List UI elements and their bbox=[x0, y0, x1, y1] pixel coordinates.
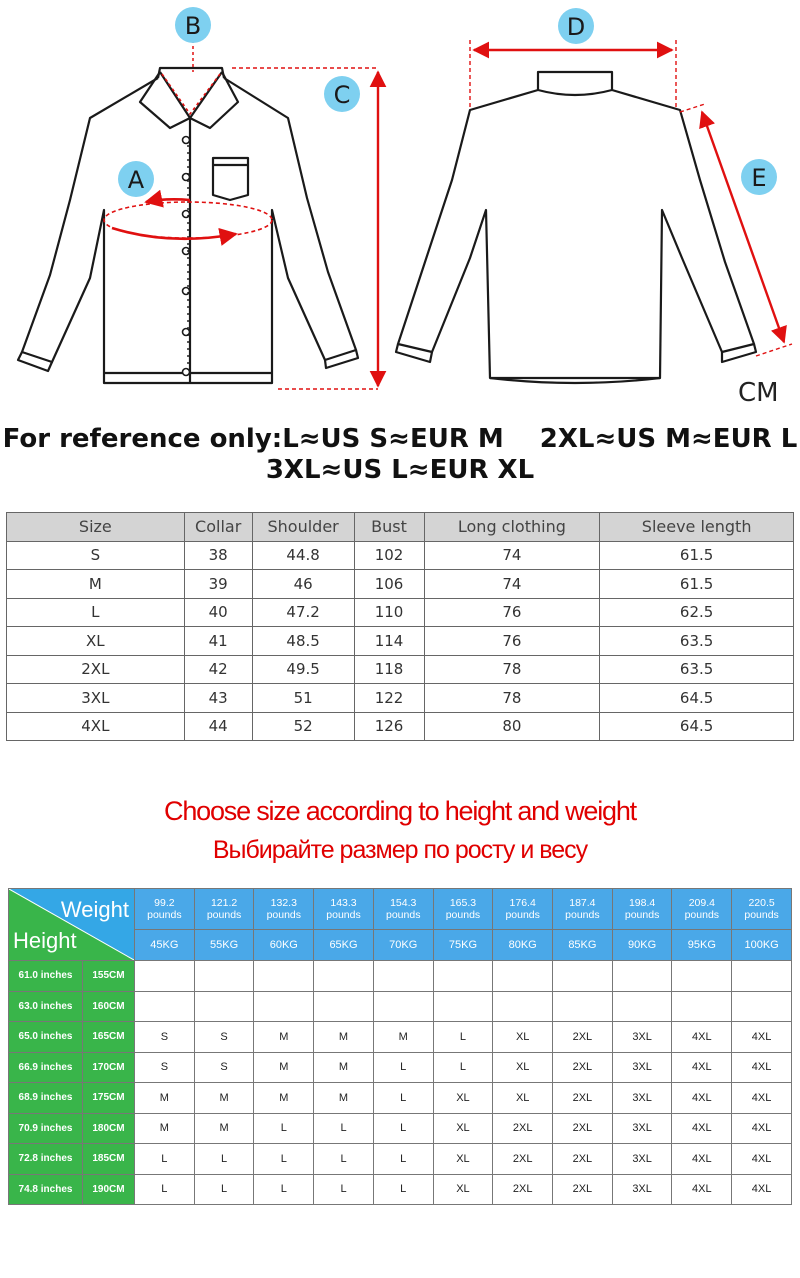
size-recommendation: 2XL bbox=[493, 1113, 553, 1144]
size-recommendation: 3XL bbox=[612, 1052, 672, 1083]
height-cm: 190CM bbox=[83, 1174, 135, 1205]
size-cell: 106 bbox=[354, 570, 424, 599]
height-row bbox=[9, 1174, 792, 1205]
pounds-value: 154.3 bbox=[390, 897, 417, 909]
kg-header: 80KG bbox=[493, 930, 553, 961]
size-recommendation: M bbox=[135, 1113, 195, 1144]
badge-e bbox=[741, 159, 777, 195]
size-recommendation: 4XL bbox=[672, 1052, 732, 1083]
height-inches: 65.0 inches bbox=[9, 1022, 83, 1053]
size-cell: 39 bbox=[184, 570, 252, 599]
size-recommendation: 4XL bbox=[732, 1083, 792, 1114]
size-recommendation: M bbox=[314, 1083, 374, 1114]
size-row bbox=[7, 570, 794, 599]
size-recommendation: XL bbox=[493, 1052, 553, 1083]
collar-measure-line bbox=[162, 74, 220, 114]
size-cell: 63.5 bbox=[600, 627, 794, 656]
pounds-value: 220.5 bbox=[748, 897, 775, 909]
size-cell: XL bbox=[7, 627, 185, 656]
size-recommendation: L bbox=[373, 1083, 433, 1114]
size-recommendation: XL bbox=[493, 1022, 553, 1053]
height-cm: 165CM bbox=[83, 1022, 135, 1053]
size-cell: 110 bbox=[354, 598, 424, 627]
size-cell: 3XL bbox=[7, 684, 185, 713]
size-recommendation bbox=[553, 991, 613, 1022]
pounds-value: 99.2 bbox=[154, 897, 175, 909]
kg-header: 90KG bbox=[612, 930, 672, 961]
svg-text:E: E bbox=[751, 164, 767, 192]
size-cell: 78 bbox=[424, 684, 600, 713]
weight-label: Weight bbox=[60, 897, 129, 922]
size-table-header bbox=[7, 513, 794, 542]
pounds-unit: pounds bbox=[266, 909, 302, 921]
size-recommendation bbox=[373, 961, 433, 992]
pounds-header bbox=[254, 889, 314, 930]
size-recommendation: M bbox=[194, 1113, 254, 1144]
size-recommendation bbox=[732, 991, 792, 1022]
badge-a bbox=[118, 161, 154, 197]
size-cell: 48.5 bbox=[252, 627, 354, 656]
header-collar: Collar bbox=[184, 513, 252, 542]
size-recommendation bbox=[672, 991, 732, 1022]
size-cell: 64.5 bbox=[600, 712, 794, 741]
size-cell: 64.5 bbox=[600, 684, 794, 713]
size-recommendation: S bbox=[135, 1022, 195, 1053]
size-recommendation: M bbox=[194, 1083, 254, 1114]
size-cell: 78 bbox=[424, 655, 600, 684]
size-recommendation: 3XL bbox=[612, 1022, 672, 1053]
pounds-header bbox=[433, 889, 493, 930]
size-recommendation: 4XL bbox=[732, 1022, 792, 1053]
kg-header: 60KG bbox=[254, 930, 314, 961]
size-cell: L bbox=[7, 598, 185, 627]
size-recommendation: 4XL bbox=[672, 1144, 732, 1175]
weight-height-corner bbox=[9, 889, 135, 961]
size-recommendation: XL bbox=[493, 1083, 553, 1114]
size-cell: 62.5 bbox=[600, 598, 794, 627]
pounds-value: 143.3 bbox=[330, 897, 357, 909]
pounds-unit: pounds bbox=[505, 909, 540, 921]
size-row bbox=[7, 684, 794, 713]
header-long-clothing: Long clothing bbox=[424, 513, 600, 542]
height-weight-table bbox=[8, 888, 792, 1205]
size-recommendation: L bbox=[373, 1113, 433, 1144]
size-cell: 74 bbox=[424, 541, 600, 570]
height-inches: 68.9 inches bbox=[9, 1083, 83, 1114]
size-recommendation: L bbox=[254, 1174, 314, 1205]
size-recommendation: M bbox=[254, 1022, 314, 1053]
size-cell: 43 bbox=[184, 684, 252, 713]
size-recommendation: 3XL bbox=[612, 1113, 672, 1144]
size-cell: 126 bbox=[354, 712, 424, 741]
size-recommendation: 3XL bbox=[612, 1174, 672, 1205]
svg-text:B: B bbox=[184, 12, 202, 40]
height-row bbox=[9, 1052, 792, 1083]
size-recommendation bbox=[254, 961, 314, 992]
kg-header: 75KG bbox=[433, 930, 493, 961]
height-row bbox=[9, 991, 792, 1022]
size-recommendation bbox=[612, 961, 672, 992]
size-cell: 41 bbox=[184, 627, 252, 656]
size-row bbox=[7, 712, 794, 741]
kg-header: 85KG bbox=[553, 930, 613, 961]
size-recommendation: M bbox=[373, 1022, 433, 1053]
kg-header: 95KG bbox=[672, 930, 732, 961]
header-sleeve-length: Sleeve length bbox=[600, 513, 794, 542]
pounds-value: 176.4 bbox=[509, 897, 536, 909]
size-recommendation: M bbox=[314, 1052, 374, 1083]
reference-2xl: 2XL≈US M≈EUR L bbox=[539, 424, 798, 454]
size-cell: M bbox=[7, 570, 185, 599]
size-recommendation bbox=[732, 961, 792, 992]
size-recommendation: 4XL bbox=[732, 1144, 792, 1175]
size-recommendation bbox=[493, 991, 553, 1022]
pounds-unit: pounds bbox=[147, 909, 182, 921]
size-cell: 38 bbox=[184, 541, 252, 570]
size-recommendation: 2XL bbox=[553, 1083, 613, 1114]
size-recommendation: L bbox=[194, 1174, 254, 1205]
pounds-header bbox=[553, 889, 613, 930]
size-recommendation: L bbox=[135, 1144, 195, 1175]
choose-heading-en: Choose size according to height and weight bbox=[164, 796, 636, 826]
size-recommendation: L bbox=[254, 1144, 314, 1175]
header-size: Size bbox=[7, 513, 185, 542]
size-recommendation bbox=[254, 991, 314, 1022]
height-inches: 66.9 inches bbox=[9, 1052, 83, 1083]
svg-text:C: C bbox=[333, 81, 351, 109]
size-recommendation: 2XL bbox=[493, 1174, 553, 1205]
size-recommendation: M bbox=[254, 1052, 314, 1083]
pounds-unit: pounds bbox=[624, 909, 660, 921]
kg-header: 45KG bbox=[135, 930, 195, 961]
size-recommendation bbox=[553, 961, 613, 992]
size-cell: 76 bbox=[424, 598, 600, 627]
size-cell: 102 bbox=[354, 541, 424, 570]
size-cell: 61.5 bbox=[600, 570, 794, 599]
size-recommendation: S bbox=[135, 1052, 195, 1083]
pounds-unit: pounds bbox=[565, 909, 600, 921]
size-recommendation: 3XL bbox=[612, 1083, 672, 1114]
header-shoulder: Shoulder bbox=[252, 513, 354, 542]
size-cell: S bbox=[7, 541, 185, 570]
size-recommendation: XL bbox=[433, 1113, 493, 1144]
pounds-header bbox=[612, 889, 672, 930]
size-recommendation bbox=[314, 961, 374, 992]
size-cell: 47.2 bbox=[252, 598, 354, 627]
pounds-row bbox=[9, 889, 792, 930]
size-cell: 49.5 bbox=[252, 655, 354, 684]
size-table-body bbox=[7, 541, 794, 741]
pounds-header bbox=[373, 889, 433, 930]
size-cell: 44 bbox=[184, 712, 252, 741]
size-cell: 52 bbox=[252, 712, 354, 741]
svg-text:A: A bbox=[127, 166, 145, 194]
size-recommendation: 2XL bbox=[553, 1022, 613, 1053]
size-recommendation: L bbox=[314, 1144, 374, 1175]
size-recommendation: 4XL bbox=[672, 1083, 732, 1114]
height-cm: 180CM bbox=[83, 1113, 135, 1144]
pounds-header bbox=[732, 889, 792, 930]
height-cm: 175CM bbox=[83, 1083, 135, 1114]
size-recommendation: L bbox=[433, 1052, 493, 1083]
pounds-value: 209.4 bbox=[688, 897, 715, 909]
pounds-header bbox=[493, 889, 553, 930]
size-recommendation bbox=[194, 991, 254, 1022]
height-row bbox=[9, 1022, 792, 1053]
pounds-value: 165.3 bbox=[449, 897, 477, 909]
size-recommendation: 4XL bbox=[672, 1174, 732, 1205]
header-bust: Bust bbox=[354, 513, 424, 542]
pounds-unit: pounds bbox=[326, 909, 361, 921]
size-recommendation bbox=[194, 961, 254, 992]
kg-header: 100KG bbox=[732, 930, 792, 961]
pounds-header bbox=[135, 889, 195, 930]
pounds-unit: pounds bbox=[445, 909, 481, 921]
size-recommendation: XL bbox=[433, 1144, 493, 1175]
height-row bbox=[9, 961, 792, 992]
kg-header: 70KG bbox=[373, 930, 433, 961]
reference-l: For reference only:L≈US S≈EUR M bbox=[2, 424, 504, 454]
pounds-unit: pounds bbox=[684, 909, 720, 921]
size-recommendation bbox=[493, 961, 553, 992]
size-cell: 51 bbox=[252, 684, 354, 713]
size-recommendation bbox=[314, 991, 374, 1022]
shirt-measurement-diagram bbox=[0, 0, 800, 410]
reference-line-1 bbox=[0, 424, 800, 454]
size-recommendation: M bbox=[314, 1022, 374, 1053]
pounds-header bbox=[314, 889, 374, 930]
size-recommendation bbox=[612, 991, 672, 1022]
height-row bbox=[9, 1083, 792, 1114]
size-recommendation: L bbox=[373, 1144, 433, 1175]
size-recommendation: L bbox=[373, 1174, 433, 1205]
height-inches: 63.0 inches bbox=[9, 991, 83, 1022]
pounds-header bbox=[672, 889, 732, 930]
size-recommendation: M bbox=[135, 1083, 195, 1114]
unit-label: CM bbox=[738, 378, 779, 408]
size-recommendation: L bbox=[314, 1174, 374, 1205]
size-recommendation bbox=[373, 991, 433, 1022]
size-recommendation: L bbox=[314, 1113, 374, 1144]
size-recommendation: 2XL bbox=[553, 1144, 613, 1175]
pounds-unit: pounds bbox=[206, 909, 242, 921]
size-cell: 114 bbox=[354, 627, 424, 656]
size-recommendation: L bbox=[433, 1022, 493, 1053]
pounds-unit: pounds bbox=[386, 909, 421, 921]
kg-header: 65KG bbox=[314, 930, 374, 961]
height-cm: 185CM bbox=[83, 1144, 135, 1175]
size-recommendation: 4XL bbox=[672, 1022, 732, 1053]
size-recommendation: S bbox=[194, 1052, 254, 1083]
size-recommendation: 4XL bbox=[732, 1174, 792, 1205]
height-row bbox=[9, 1113, 792, 1144]
size-cell: 76 bbox=[424, 627, 600, 656]
size-row bbox=[7, 627, 794, 656]
height-inches: 61.0 inches bbox=[9, 961, 83, 992]
size-cell: 42 bbox=[184, 655, 252, 684]
pounds-header bbox=[194, 889, 254, 930]
size-cell: 80 bbox=[424, 712, 600, 741]
reference-line-2: 3XL≈US L≈EUR XL bbox=[265, 455, 535, 485]
pounds-value: 187.4 bbox=[569, 897, 596, 909]
size-row bbox=[7, 598, 794, 627]
size-cell: 122 bbox=[354, 684, 424, 713]
svg-text:D: D bbox=[566, 13, 586, 41]
size-recommendation: 2XL bbox=[553, 1174, 613, 1205]
size-recommendation: XL bbox=[433, 1083, 493, 1114]
size-table bbox=[6, 512, 794, 741]
size-cell: 118 bbox=[354, 655, 424, 684]
pounds-value: 132.3 bbox=[270, 897, 297, 909]
choose-heading-ru: Выбирайте размер по росту и весу bbox=[212, 836, 588, 864]
size-cell: 61.5 bbox=[600, 541, 794, 570]
pounds-value: 198.4 bbox=[628, 897, 656, 909]
size-recommendation: XL bbox=[433, 1174, 493, 1205]
size-recommendation: M bbox=[254, 1083, 314, 1114]
size-recommendation bbox=[672, 961, 732, 992]
shirt-buttons bbox=[183, 137, 190, 376]
size-recommendation: L bbox=[254, 1113, 314, 1144]
shirt-back-outline bbox=[396, 72, 756, 383]
height-inches: 72.8 inches bbox=[9, 1144, 83, 1175]
size-cell: 2XL bbox=[7, 655, 185, 684]
size-row bbox=[7, 655, 794, 684]
size-row bbox=[7, 541, 794, 570]
size-recommendation bbox=[135, 991, 195, 1022]
size-recommendation bbox=[433, 991, 493, 1022]
height-inches: 70.9 inches bbox=[9, 1113, 83, 1144]
size-recommendation: 2XL bbox=[493, 1144, 553, 1175]
size-recommendation: 3XL bbox=[612, 1144, 672, 1175]
height-cm: 155CM bbox=[83, 961, 135, 992]
size-recommendation: 2XL bbox=[553, 1052, 613, 1083]
badge-d bbox=[558, 8, 594, 44]
height-cm: 170CM bbox=[83, 1052, 135, 1083]
height-label: Height bbox=[13, 928, 77, 953]
badge-b bbox=[175, 7, 211, 43]
height-row bbox=[9, 1144, 792, 1175]
size-recommendation: 2XL bbox=[553, 1113, 613, 1144]
size-cell: 4XL bbox=[7, 712, 185, 741]
size-recommendation: L bbox=[194, 1144, 254, 1175]
size-recommendation: 4XL bbox=[732, 1113, 792, 1144]
size-recommendation bbox=[135, 961, 195, 992]
size-recommendation: 4XL bbox=[732, 1052, 792, 1083]
size-cell: 40 bbox=[184, 598, 252, 627]
bust-arrow-front bbox=[112, 228, 236, 239]
size-recommendation: L bbox=[373, 1052, 433, 1083]
pounds-value: 121.2 bbox=[210, 897, 238, 909]
size-recommendation bbox=[433, 961, 493, 992]
size-cell: 46 bbox=[252, 570, 354, 599]
size-cell: 63.5 bbox=[600, 655, 794, 684]
height-inches: 74.8 inches bbox=[9, 1174, 83, 1205]
size-recommendation: S bbox=[194, 1022, 254, 1053]
size-cell: 74 bbox=[424, 570, 600, 599]
height-cm: 160CM bbox=[83, 991, 135, 1022]
size-recommendation: 4XL bbox=[672, 1113, 732, 1144]
badge-c bbox=[324, 76, 360, 112]
size-cell: 44.8 bbox=[252, 541, 354, 570]
pounds-unit: pounds bbox=[744, 909, 779, 921]
kg-header: 55KG bbox=[194, 930, 254, 961]
size-recommendation: L bbox=[135, 1174, 195, 1205]
